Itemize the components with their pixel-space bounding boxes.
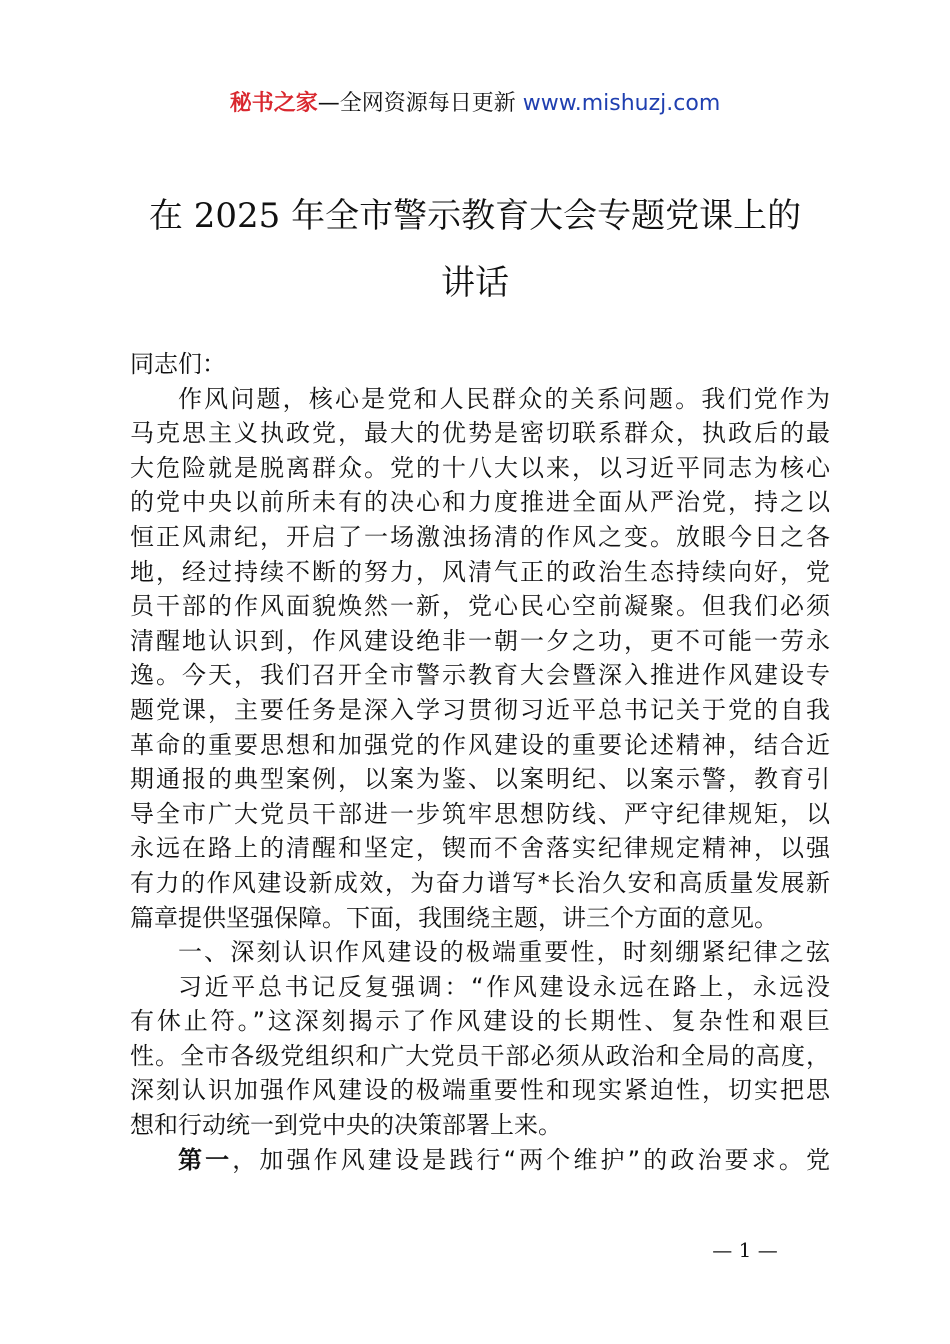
- body-line: 逸。今天，我们召开全市警示教育大会暨深入推进作风建设专: [130, 661, 830, 690]
- body-line: 大危险就是脱离群众。党的十八大以来，以习近平同志为核心: [130, 453, 830, 482]
- body-line: 篇章提供坚强保障。下面，我围绕主题，讲三个方面的意见。: [130, 903, 778, 932]
- body-line: 有力的作风建设新成效，为奋力谱写*长治久安和高质量发展新: [130, 868, 830, 897]
- body-line: 马克思主义执政党，最大的优势是密切联系群众，执政后的最: [130, 419, 830, 448]
- body-line: 深刻认识加强作风建设的极端重要性和现实紧迫性，切实把思: [130, 1076, 830, 1105]
- document-body: [130, 347, 830, 1177]
- body-line: 恒正风肃纪，开启了一场激浊扬清的作风之变。放眼今日之各: [130, 522, 830, 551]
- body-line: 有休止符。”这深刻揭示了作风建设的长期性、复杂性和艰巨: [130, 1007, 830, 1036]
- header-slogan: —全网资源每日更新: [317, 91, 523, 116]
- body-line: 的党中央以前所未有的决心和力度推进全面从严治党，持之以: [130, 488, 830, 517]
- body-line: 导全市广大党员干部进一步筑牢思想防线、严守纪律规矩，以: [130, 799, 830, 828]
- body-line: 性。全市各级党组织和广大党员干部必须从政治和全局的高度，: [130, 1041, 830, 1070]
- body-line: 员干部的作风面貌焕然一新，党心民心空前凝聚。但我们必须: [130, 592, 830, 621]
- page-number: — 1 —: [712, 1238, 778, 1262]
- body-line: 习近平总书记反复强调：“作风建设永远在路上，永远没: [178, 972, 830, 1001]
- body-line: 题党课，主要任务是深入学习贯彻习近平总书记关于党的自我: [130, 695, 830, 724]
- body-line: 清醒地认识到，作风建设绝非一朝一夕之功，更不可能一劳永: [130, 626, 830, 655]
- salutation: 同志们：: [130, 350, 226, 378]
- body-line: 地，经过持续不断的努力，风清气正的政治生态持续向好，党: [130, 557, 830, 586]
- point-lead: 第一: [178, 1145, 233, 1174]
- site-header-banner: [0, 86, 950, 117]
- document-title-line-1: 在 2025 年全市警示教育大会专题党课上的: [148, 196, 802, 236]
- brand-name: 秘书之家: [229, 91, 318, 116]
- body-line: 革命的重要思想和加强党的作风建设的重要论述精神，结合近: [130, 730, 830, 759]
- section-heading: 一、深刻认识作风建设的极端重要性，时刻绷紧纪律之弦: [178, 938, 830, 967]
- point-text: ，加强作风建设是践行“两个维护”的政治要求。党: [232, 1145, 830, 1174]
- body-line: 永远在路上的清醒和坚定，锲而不舍落实纪律规定精神，以强: [130, 834, 830, 863]
- body-line: [130, 1143, 830, 1178]
- site-url-link[interactable]: www.mishuzj.com: [522, 91, 721, 116]
- body-line: 想和行动统一到党中央的决策部署上来。: [130, 1111, 562, 1140]
- body-line: 作风问题，核心是党和人民群众的关系问题。我们党作为: [178, 384, 830, 413]
- document-title-line-2: 讲话: [441, 263, 509, 303]
- body-line: 期通报的典型案例，以案为鉴、以案明纪、以案示警，教育引: [130, 765, 830, 794]
